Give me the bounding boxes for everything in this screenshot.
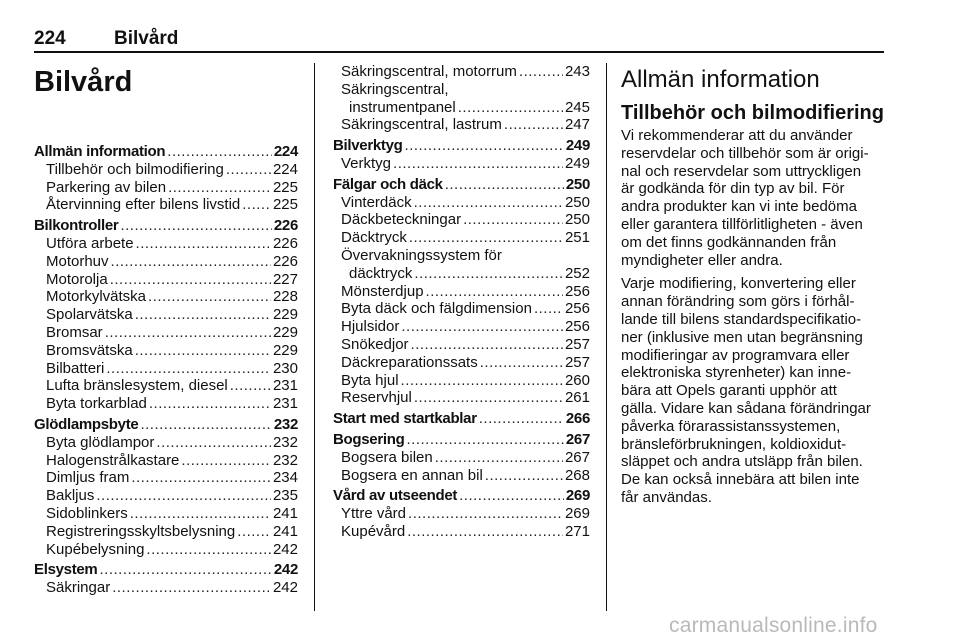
toc-page: 243 — [564, 63, 590, 80]
leader-dots — [111, 253, 271, 271]
leader-dots — [408, 505, 563, 523]
toc-text: Bogsera en annan bil — [341, 466, 483, 484]
leader-dots — [96, 487, 271, 505]
leader-dots — [519, 63, 563, 81]
toc-entry-wrapped[interactable]: Säkringscentral, — [341, 80, 449, 98]
toc-text: Halogenstrålkastare — [46, 451, 180, 469]
toc-heading-bilkontroller[interactable] — [34, 217, 298, 235]
header-rule — [34, 51, 884, 53]
toc-entry[interactable] — [34, 271, 298, 289]
toc-text: Bilverktyg — [333, 137, 403, 155]
body-column — [621, 63, 885, 513]
toc-text: Verktyg — [341, 154, 392, 172]
leader-dots — [130, 505, 271, 523]
toc-entry[interactable] — [333, 505, 590, 523]
toc-entry[interactable] — [333, 283, 590, 301]
toc-text: Dimljus fram — [46, 469, 130, 487]
toc-page: 232 — [272, 451, 298, 469]
toc-entry[interactable] — [34, 523, 298, 541]
toc-page: 241 — [272, 522, 298, 540]
toc-text: Återvinning efter bilens livstid — [46, 196, 241, 214]
leader-dots — [435, 449, 563, 467]
toc-page: 250 — [564, 193, 590, 211]
toc-entry[interactable] — [34, 288, 298, 306]
toc-heading-bilverktyg[interactable] — [333, 137, 590, 155]
leader-dots — [181, 452, 271, 470]
toc-text: Bogsering — [333, 430, 405, 448]
leader-dots — [140, 416, 271, 434]
leader-dots — [458, 99, 563, 117]
toc-page: 266 — [565, 410, 590, 428]
toc-text: Bromsvätska — [46, 341, 133, 359]
leader-dots — [401, 318, 563, 336]
toc-page: 269 — [564, 505, 590, 523]
toc-heading-vard-av-utseendet[interactable] — [333, 487, 590, 505]
toc-page: 225 — [272, 178, 298, 196]
toc-text: Hjulsidor — [341, 318, 400, 336]
toc-entry[interactable] — [34, 235, 298, 253]
leader-dots — [146, 541, 271, 559]
toc-text: Motorkylvätska — [46, 288, 147, 306]
toc-page: 231 — [272, 395, 298, 413]
leader-dots — [534, 300, 563, 318]
toc-page: 232 — [272, 433, 298, 451]
toc-entry[interactable] — [34, 360, 298, 378]
toc-entry[interactable] — [333, 354, 590, 372]
toc-text: Byta hjul — [341, 371, 399, 389]
toc-entry[interactable] — [333, 63, 590, 81]
toc-page: 257 — [564, 353, 590, 371]
toc-text: Glödlampsbyte — [34, 415, 139, 433]
toc-entry[interactable] — [34, 579, 298, 597]
toc-text: Vård av utseendet — [333, 487, 458, 505]
toc-entry[interactable] — [34, 541, 298, 559]
leader-dots — [485, 467, 563, 485]
toc-heading-falgar-och-dack[interactable] — [333, 176, 590, 194]
toc-page: 256 — [564, 318, 590, 336]
leader-dots — [135, 306, 271, 324]
leader-dots — [110, 271, 271, 289]
toc-heading-glodlampsbyte[interactable] — [34, 416, 298, 434]
toc-page: 267 — [564, 448, 590, 466]
toc-page: 228 — [272, 288, 298, 306]
leader-dots — [459, 487, 564, 505]
leader-dots — [120, 217, 271, 235]
toc-entry[interactable] — [34, 196, 298, 214]
toc-entry[interactable] — [34, 434, 298, 452]
toc-entry[interactable] — [333, 229, 590, 247]
leader-dots — [414, 194, 563, 212]
toc-page: 256 — [564, 300, 590, 318]
toc-text: Kupébelysning — [46, 540, 145, 558]
page-header — [34, 28, 884, 50]
toc-column-1 — [34, 63, 298, 597]
toc-entry[interactable] — [34, 306, 298, 324]
toc-entry[interactable] — [333, 300, 590, 318]
toc-text: Snökedjor — [341, 335, 409, 353]
leader-dots — [237, 523, 271, 541]
toc-entry[interactable] — [333, 155, 590, 173]
toc-page: 268 — [564, 466, 590, 484]
toc-page: 242 — [273, 561, 298, 579]
column-divider-right — [606, 63, 607, 611]
toc-text: Säkringscentral, lastrum — [341, 116, 502, 134]
leader-dots — [479, 410, 564, 428]
toc-text: Motorhuv — [46, 252, 109, 270]
running-title: Bilvård — [114, 28, 179, 49]
toc-text: Reservhjul — [341, 389, 412, 407]
toc-entry[interactable] — [333, 389, 590, 407]
leader-dots — [414, 389, 563, 407]
toc-page: 245 — [564, 98, 590, 116]
toc-page: 234 — [272, 469, 298, 487]
toc-page: 232 — [273, 415, 298, 433]
toc-text: Däcktryck — [341, 229, 407, 247]
toc-page: 229 — [272, 341, 298, 359]
toc-text: Kupévård — [341, 522, 406, 540]
toc-page: 224 — [273, 143, 298, 160]
toc-entry[interactable] — [34, 452, 298, 470]
leader-dots — [99, 561, 271, 579]
toc-page: 247 — [564, 116, 590, 134]
body-paragraph-1: Vi rekommenderar att du använder reservdelar och tillbehör som är origi- nal och reservdelar som uttryckligen är godkända för din typ av bil. För andra produkter kan vi inte bedöma eller garantera tillförlitligheten - även om det finns godkännanden från myndigheter eller andra. — [621, 127, 869, 269]
toc-entry[interactable] — [34, 161, 298, 179]
toc-heading-bogsering[interactable] — [333, 431, 590, 449]
section-heading: Allmän information — [621, 66, 820, 93]
toc-entry[interactable] — [333, 194, 590, 212]
toc-text: Däckbeteckningar — [341, 211, 462, 229]
leader-dots — [135, 342, 271, 360]
toc-entry[interactable] — [34, 324, 298, 342]
toc-entry[interactable] — [34, 505, 298, 523]
toc-text: Lufta bränslesystem, diesel — [46, 377, 228, 395]
toc-page: 257 — [564, 335, 590, 353]
toc-text: Bromsar — [46, 323, 103, 341]
toc-page: 260 — [564, 371, 590, 389]
leader-dots — [105, 324, 271, 342]
column-divider-left — [314, 63, 315, 611]
toc-text: Byta däck och fälgdimension — [341, 300, 532, 318]
leader-dots — [149, 395, 271, 413]
toc-column-2 — [333, 63, 590, 541]
toc-page: 252 — [564, 264, 590, 282]
toc-entry[interactable] — [333, 211, 590, 229]
toc-text: instrumentpanel — [349, 98, 456, 116]
toc-text: Tillbehör och bilmodifiering — [46, 160, 224, 178]
leader-dots — [409, 229, 563, 247]
toc-entry[interactable] — [333, 336, 590, 354]
leader-dots — [242, 196, 271, 214]
toc-entry[interactable] — [34, 342, 298, 360]
chapter-title: Bilvård — [34, 66, 133, 98]
leader-dots — [407, 523, 563, 541]
toc-entry[interactable] — [333, 523, 590, 541]
toc-text: Bakljus — [46, 487, 95, 505]
leader-dots — [504, 116, 563, 134]
toc-page: 229 — [272, 323, 298, 341]
toc-entry[interactable] — [34, 395, 298, 413]
toc-entry[interactable] — [333, 318, 590, 336]
leader-dots — [226, 161, 271, 179]
leader-dots — [405, 137, 564, 155]
toc-page: 251 — [564, 229, 590, 247]
leader-dots — [426, 283, 563, 301]
leader-dots — [414, 265, 563, 283]
subsection-heading: Tillbehör och bilmodifiering — [621, 102, 884, 124]
toc-text: Elsystem — [34, 561, 98, 579]
toc-heading-allman-information[interactable] — [34, 143, 298, 161]
leader-dots — [480, 354, 563, 372]
toc-page: 256 — [564, 282, 590, 300]
toc-text: Byta glödlampor — [46, 433, 155, 451]
leader-dots — [167, 143, 272, 161]
toc-heading-start-med-startkablar[interactable] — [333, 410, 590, 428]
leader-dots — [106, 360, 271, 378]
toc-page: 261 — [564, 389, 590, 407]
toc-entry[interactable] — [34, 377, 298, 395]
leader-dots — [463, 211, 563, 229]
toc-page: 242 — [272, 579, 298, 597]
toc-text: Utföra arbete — [46, 234, 134, 252]
toc-text: Spolarvätska — [46, 306, 133, 324]
toc-page: 269 — [565, 487, 590, 505]
leader-dots — [131, 469, 271, 487]
leader-dots — [401, 372, 563, 390]
toc-text: Säkringscentral, motorrum — [341, 63, 517, 80]
body-paragraph-2: Varje modifiering, konvertering eller annan förändring som görs i förhål- lande till bilens standardspecifikatio- ner (inklusive men utan begränsning modifieringar av programvara eller elektroniska styrenheter) kan inne- bära att Opels garanti upphör att gälla. Vidare kan sådana förändringar påverka förarassistanssystemen, bränsleförbrukningen, koldioxidut- släppet och andra utsläpp från bilen. De kan också innebära att bilen inte får användas. — [621, 275, 871, 506]
toc-page: 224 — [272, 160, 298, 178]
toc-page: 242 — [272, 540, 298, 558]
toc-text: Däckreparationssats — [341, 353, 478, 371]
toc-page: 250 — [565, 175, 590, 193]
toc-text: Bilkontroller — [34, 217, 119, 235]
toc-entry[interactable] — [333, 467, 590, 485]
toc-entry-wrapped[interactable]: Övervakningssystem för — [341, 246, 502, 264]
toc-page: 235 — [272, 487, 298, 505]
toc-entry[interactable] — [333, 116, 590, 134]
toc-text: Yttre vård — [341, 505, 407, 523]
toc-page: 225 — [272, 196, 298, 214]
toc-page: 249 — [564, 154, 590, 172]
toc-text: Bogsera bilen — [341, 448, 433, 466]
toc-text: Parkering av bilen — [46, 178, 167, 196]
toc-text: Vinterdäck — [341, 193, 412, 211]
toc-page: 227 — [272, 270, 298, 288]
toc-entry[interactable] — [34, 469, 298, 487]
toc-page: 231 — [272, 377, 298, 395]
toc-text: Motorolja — [46, 270, 108, 288]
toc-entry[interactable] — [333, 265, 590, 283]
leader-dots — [136, 235, 271, 253]
toc-text: Mönsterdjup — [341, 282, 424, 300]
toc-heading-elsystem[interactable] — [34, 561, 298, 579]
toc-text: Säkringar — [46, 579, 111, 597]
toc-text: Bilbatteri — [46, 359, 105, 377]
toc-text: Allmän information — [34, 143, 166, 160]
toc-entry[interactable] — [333, 99, 590, 117]
toc-text: Fälgar och däck — [333, 175, 443, 193]
toc-page: 226 — [273, 217, 298, 235]
leader-dots — [393, 155, 563, 173]
leader-dots — [406, 431, 563, 449]
toc-entry[interactable] — [34, 487, 298, 505]
leader-dots — [445, 176, 564, 194]
toc-text: Start med startkablar — [333, 410, 477, 428]
toc-entry[interactable] — [34, 253, 298, 271]
toc-entry[interactable] — [34, 179, 298, 197]
toc-entry[interactable] — [333, 372, 590, 390]
toc-entry[interactable] — [333, 449, 590, 467]
toc-text: däcktryck — [349, 264, 413, 282]
toc-page: 271 — [564, 522, 590, 540]
leader-dots — [148, 288, 271, 306]
leader-dots — [411, 336, 563, 354]
page-number: 224 — [34, 28, 66, 49]
watermark: carmanualsonline.info — [669, 614, 878, 637]
leader-dots — [112, 579, 271, 597]
leader-dots — [168, 179, 271, 197]
toc-text: Sidoblinkers — [46, 504, 128, 522]
toc-text: Byta torkarblad — [46, 395, 147, 413]
leader-dots — [156, 434, 271, 452]
toc-page: 229 — [272, 306, 298, 324]
toc-page: 241 — [272, 504, 298, 522]
toc-page: 250 — [564, 211, 590, 229]
toc-text: Registreringsskyltsbelysning — [46, 522, 236, 540]
toc-page: 249 — [565, 137, 590, 155]
toc-page: 226 — [272, 234, 298, 252]
toc-page: 267 — [565, 430, 590, 448]
leader-dots — [230, 377, 271, 395]
toc-page: 230 — [272, 359, 298, 377]
toc-page: 226 — [272, 252, 298, 270]
